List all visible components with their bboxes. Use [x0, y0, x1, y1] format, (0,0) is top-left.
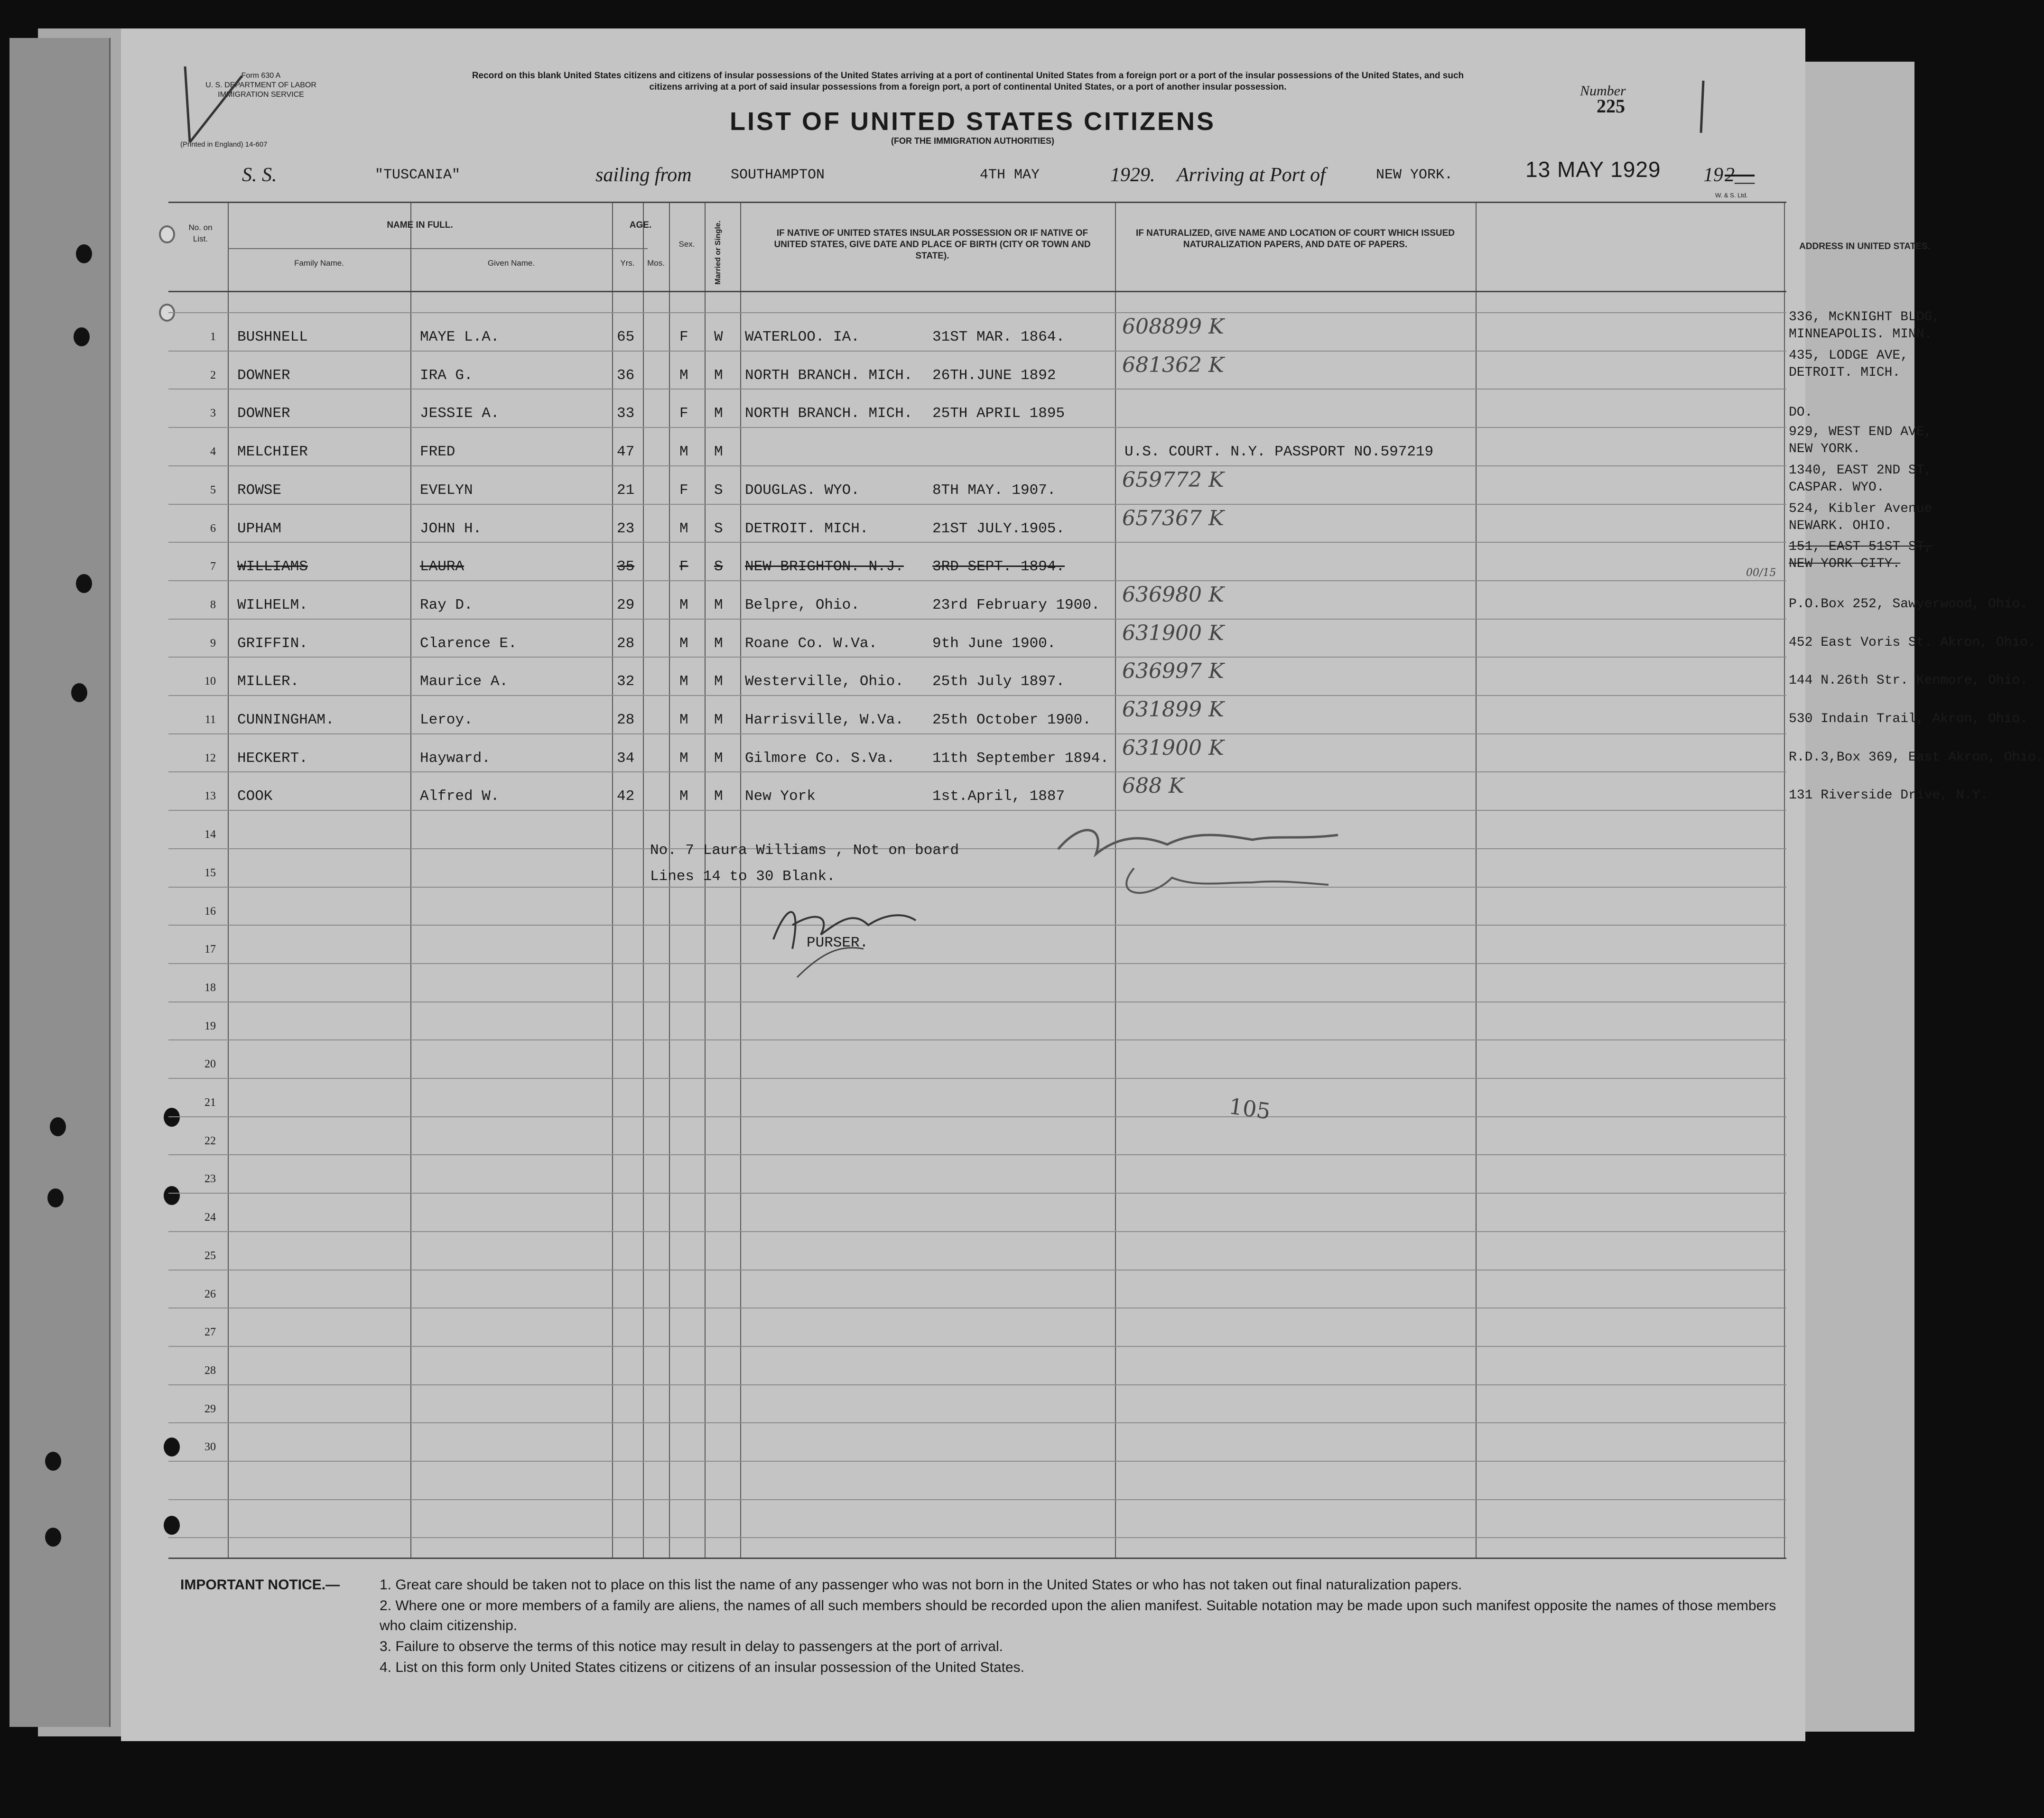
address-line: DO.: [1789, 405, 1813, 420]
address-line: DETROIT. MICH.: [1789, 365, 1901, 380]
given-name: Hayward.: [420, 750, 491, 767]
binding-hole: [76, 574, 92, 593]
birth-place: Roane Co. W.Va.: [745, 635, 878, 652]
row-rule: [168, 1270, 1786, 1271]
header-age: AGE.: [629, 220, 652, 230]
row-rule: [168, 351, 1786, 352]
row-number: 28: [204, 1364, 216, 1377]
header-naturalized: IF NATURALIZED, GIVE NAME AND LOCATION OF COURT WHICH ISSUED NATURALIZATION PAPERS, AND DATE OF PAPERS.: [1135, 228, 1455, 250]
binding-hole: [47, 1188, 64, 1207]
row-number: 20: [204, 1058, 216, 1071]
marital-status: M: [714, 788, 723, 805]
birth-place: Westerville, Ohio.: [745, 673, 904, 690]
sex: M: [679, 520, 688, 537]
sex: F: [679, 558, 688, 575]
address-line: 336, McKNIGHT BLDG,: [1789, 310, 1941, 325]
lines-blank-note: Lines 14 to 30 Blank.: [650, 868, 836, 885]
age-years: 35: [617, 558, 635, 575]
address-line: MINNEAPOLIS. MINN.: [1789, 327, 1933, 342]
row-number: 6: [210, 522, 216, 535]
printer-mark: W. & S. Ltd.: [1715, 192, 1748, 199]
birth-date: 1st.April, 1887: [932, 788, 1065, 805]
marital-status: M: [714, 712, 723, 728]
birth-place: Gilmore Co. S.Va.: [745, 750, 895, 767]
row-rule: [168, 1154, 1786, 1155]
binding-hole: [45, 1528, 61, 1547]
birth-date: 31ST MAR. 1864.: [932, 329, 1065, 345]
address-line: 435, LODGE AVE,: [1789, 348, 1909, 363]
row-rule: [168, 1537, 1786, 1538]
sex: F: [679, 482, 688, 499]
sex: M: [679, 673, 688, 690]
service-name: IMMIGRATION SERVICE: [218, 91, 304, 99]
row-number: 24: [204, 1211, 216, 1224]
row-rule: [168, 1078, 1786, 1079]
given-name: JESSIE A.: [420, 405, 500, 422]
header-name-in-full: NAME IN FULL.: [387, 220, 453, 230]
family-name: COOK: [237, 788, 273, 805]
birth-date: 25th October 1900.: [932, 712, 1091, 728]
row-number: 29: [204, 1402, 216, 1415]
row-rule: [168, 1384, 1786, 1385]
marital-status: M: [714, 596, 723, 613]
header-no-on-list: No. on List.: [188, 223, 213, 243]
arrival-year-prefix: 19: [1703, 164, 1723, 186]
address-line: CASPAR. WYO.: [1789, 480, 1885, 495]
address-line: NEW YORK.: [1789, 442, 1861, 457]
row-number: 19: [204, 1020, 216, 1032]
marital-status: M: [714, 444, 723, 461]
row-number: 10: [204, 675, 216, 688]
marital-status: M: [714, 750, 723, 767]
birth-place: WATERLOO. IA.: [745, 329, 860, 345]
department-name: U. S. DEPARTMENT OF LABOR: [205, 81, 316, 89]
arriving-label: Arriving at Port of: [1177, 164, 1326, 186]
birth-date: 8TH MAY. 1907.: [932, 482, 1056, 499]
given-name: Clarence E.: [420, 635, 517, 652]
header-sex: Sex.: [678, 240, 695, 249]
marital-status: W: [714, 329, 723, 345]
row-rule: [168, 1231, 1786, 1232]
binding-hole: [71, 683, 87, 702]
birth-place: DETROIT. MICH.: [745, 520, 869, 537]
header-given-name: Given Name.: [487, 259, 535, 268]
record-instruction: Record on this blank United States citizens and citizens of insular possessions of the United States arriving at a port of continental United States from a foreign port or a port of the insular possessions of the United States, and such citizens arriving at a port of said insular possessions from a foreign port, a port of continental United States, or a port of another insular possession.: [472, 71, 1464, 92]
birth-date: 9th June 1900.: [932, 635, 1056, 652]
row-rule: [168, 580, 1786, 581]
marital-status: M: [714, 367, 723, 384]
row-rule: [168, 312, 1786, 313]
address-line: 1340, EAST 2ND ST,: [1789, 463, 1933, 478]
age-years: 34: [617, 750, 635, 767]
handwritten-certificate: 631900 K: [1122, 621, 1224, 645]
address-line: 151, EAST 51ST ST,: [1789, 539, 1933, 555]
purser-label: PURSER.: [807, 935, 869, 951]
marital-status: S: [714, 520, 723, 537]
row-number: 8: [210, 598, 216, 611]
birth-place: NEW BRIGHTON. N.J.: [745, 558, 904, 575]
row-rule: [168, 887, 1786, 888]
row-number: 11: [204, 714, 216, 726]
row-number: 16: [204, 905, 216, 918]
address-line: 452 East Voris St. Akron, Ohio.: [1789, 635, 2036, 650]
birth-place: NORTH BRANCH. MICH.: [745, 405, 913, 422]
row-number: 13: [204, 790, 216, 803]
sex: M: [679, 596, 688, 613]
not-on-board-note: No. 7 Laura Williams , Not on board: [650, 842, 959, 859]
form-number: Form 630 A: [241, 72, 281, 80]
printed-in-note: (Printed in England) 14-607: [180, 140, 268, 148]
age-years: 21: [617, 482, 635, 499]
age-years: 47: [617, 444, 635, 461]
age-years: 28: [617, 635, 635, 652]
marital-status: M: [714, 405, 723, 422]
header-years: Yrs.: [620, 259, 635, 268]
notice-item: 2. Where one or more members of a family are aliens, the names of all such members should be recorded upon the alien manifest. Suitable notation may be made upon such manifest opposite the names of those members who claim citizenship.: [380, 1598, 1776, 1633]
purser-signature: [759, 882, 949, 987]
column-rule: [410, 203, 411, 1558]
column-rule: [228, 203, 229, 1558]
family-name: CUNNINGHAM.: [237, 712, 334, 728]
address-line: P.O.Box 252, Sawyerwood, Ohio.: [1789, 596, 2028, 612]
column-rule: [1784, 203, 1785, 1558]
family-name: MELCHIER: [237, 444, 308, 461]
binding-hole: [76, 244, 92, 263]
family-name: MILLER.: [237, 673, 299, 690]
row-rule: [168, 1116, 1786, 1117]
family-name: DOWNER: [237, 367, 290, 384]
given-name: Alfred W.: [420, 788, 500, 805]
age-years: 65: [617, 329, 635, 345]
age-years: 36: [617, 367, 635, 384]
row-rule: [168, 963, 1786, 964]
row-number: 7: [210, 560, 216, 573]
departure-date: 4TH MAY: [980, 167, 1040, 183]
age-years: 28: [617, 712, 635, 728]
column-rule: [643, 203, 644, 1558]
given-name: Leroy.: [420, 712, 473, 728]
birth-place: New York: [745, 788, 816, 805]
family-name: BUSHNELL: [237, 329, 308, 345]
birth-date: 25th July 1897.: [932, 673, 1065, 690]
marital-status: M: [714, 635, 723, 652]
number-pen-mark: [1689, 76, 1718, 142]
header-months: Mos.: [647, 259, 665, 268]
row-number: 1: [210, 331, 216, 343]
birth-place: DOUGLAS. WYO.: [745, 482, 860, 499]
birth-place: NORTH BRANCH. MICH.: [745, 367, 913, 384]
notice-item: 1. Great care should be taken not to place on this list the name of any passenger who was not born in the United States or who has not taken out final naturalization papers.: [380, 1577, 1462, 1593]
ship-name: "TUSCANIA": [375, 167, 461, 183]
list-number-label: Number: [1580, 83, 1626, 99]
age-years: 23: [617, 520, 635, 537]
sex: F: [679, 405, 688, 422]
given-name: MAYE L.A.: [420, 329, 500, 345]
sex: M: [679, 712, 688, 728]
handwritten-certificate: 636997 K: [1122, 659, 1224, 684]
subheader-rule: [228, 248, 648, 249]
row-rule: [168, 1499, 1786, 1500]
row-rule: [168, 1039, 1786, 1040]
age-years: 33: [617, 405, 635, 422]
arrival-year-struck: 2__: [1725, 164, 1755, 186]
row-number: 25: [204, 1249, 216, 1262]
family-name: HECKERT.: [237, 750, 308, 767]
row-number: 27: [204, 1326, 216, 1339]
birth-date: 21ST JULY.1905.: [932, 520, 1065, 537]
header-married-single: Married or Single.: [714, 220, 722, 285]
column-rule: [612, 203, 613, 1558]
row-rule: [168, 1193, 1786, 1194]
marital-status: S: [714, 558, 723, 575]
birth-place: Harrisville, W.Va.: [745, 712, 904, 728]
inspector-signature: [1053, 811, 1385, 906]
row-rule: [168, 504, 1786, 505]
arrival-date-stamp: 13 MAY 1929: [1525, 157, 1661, 182]
handwritten-certificate: 631900 K: [1122, 735, 1224, 760]
sex: M: [679, 367, 688, 384]
sex: F: [679, 329, 688, 345]
row-number: 18: [204, 981, 216, 994]
row-rule: [168, 619, 1786, 620]
given-name: JOHN H.: [420, 520, 482, 537]
row-rule: [168, 925, 1786, 926]
handwritten-certificate: 688 K: [1122, 774, 1184, 798]
header-pen-mark: [171, 57, 266, 161]
row-number: 5: [210, 483, 216, 496]
row-rule: [168, 695, 1786, 696]
family-name: UPHAM: [237, 520, 282, 537]
column-rule: [1476, 203, 1477, 1558]
handwritten-certificate: 636980 K: [1122, 582, 1224, 607]
address-line: 530 Indain Trail, Akron, Ohio.: [1789, 712, 2028, 726]
given-name: Maurice A.: [420, 673, 509, 690]
birth-date: 11th September 1894.: [932, 750, 1109, 767]
row-rule: [168, 1461, 1786, 1462]
sex: M: [679, 788, 688, 805]
row-rule: [168, 848, 1786, 849]
row-rule: [168, 542, 1786, 543]
notice-item: 3. Failure to observe the terms of this notice may result in delay to passengers at the port of arrival.: [380, 1639, 1003, 1654]
birth-date: 23rd February 1900.: [932, 596, 1100, 613]
header-rule: [168, 291, 1786, 292]
address-line: 524, Kibler Avenue: [1789, 501, 1933, 516]
row-number: 15: [204, 866, 216, 879]
row-number: 9: [210, 637, 216, 649]
naturalization-details: U.S. COURT. N.Y. PASSPORT NO.597219: [1124, 444, 1434, 461]
handwritten-certificate: 631899 K: [1122, 697, 1224, 722]
binding-hole: [45, 1452, 61, 1471]
departure-year: 1929.: [1110, 164, 1155, 186]
family-name: DOWNER: [237, 405, 290, 422]
address-line: 929, WEST END AVE,: [1789, 425, 1933, 440]
age-years: 32: [617, 673, 635, 690]
row-number: 23: [204, 1173, 216, 1186]
sex: M: [679, 444, 688, 461]
row-number: 30: [204, 1441, 216, 1454]
address-line: NEWARK. OHIO.: [1789, 518, 1893, 533]
header-family-name: Family Name.: [294, 259, 344, 268]
handwritten-certificate: 657367 K: [1122, 506, 1224, 530]
row-number: 21: [204, 1096, 216, 1109]
birth-place: Belpre, Ohio.: [745, 596, 860, 613]
page-title: LIST OF UNITED STATES CITIZENS: [730, 107, 1216, 136]
row-rule: [168, 389, 1786, 390]
given-name: Ray D.: [420, 596, 473, 613]
handwritten-certificate: 659772 K: [1122, 467, 1224, 492]
given-name: FRED: [420, 444, 455, 461]
family-name: WILLIAMS: [237, 558, 308, 575]
notice-heading: IMPORTANT NOTICE.—: [180, 1577, 340, 1593]
sex: M: [679, 635, 688, 652]
birth-date: 3RD SEPT. 1894.: [932, 558, 1065, 575]
row-rule: [168, 427, 1786, 428]
row-rule: [168, 733, 1786, 734]
row-number: 26: [204, 1288, 216, 1300]
address-line: R.D.3,Box 369, East Akron, Ohio.: [1789, 750, 2044, 765]
address-line: NEW YORK CITY.: [1789, 557, 1901, 572]
given-name: EVELYN: [420, 482, 473, 499]
page-subtitle: (FOR THE IMMIGRATION AUTHORITIES): [891, 136, 1054, 146]
notice-item: 4. List on this form only United States citizens or citizens of an insular possession of the United States.: [380, 1660, 1025, 1675]
row-number: 17: [204, 943, 216, 956]
departure-port: SOUTHAMPTON: [731, 167, 825, 183]
row-number: 4: [210, 445, 216, 458]
given-name: IRA G.: [420, 367, 473, 384]
binding-hole: [50, 1117, 66, 1136]
page-number-stamp: 105: [1227, 1093, 1273, 1124]
age-years: 29: [617, 596, 635, 613]
family-name: WILHELM.: [237, 596, 308, 613]
marital-status: M: [714, 673, 723, 690]
address-line: 131 Riverside Drive, N.Y.: [1789, 788, 1988, 803]
margin-note: 00/15: [1746, 567, 1776, 579]
list-number-value: 225: [1597, 95, 1625, 117]
row-rule: [168, 771, 1786, 772]
birth-date: 25TH APRIL 1895: [932, 405, 1065, 422]
birth-date: 26TH.JUNE 1892: [932, 367, 1056, 384]
age-years: 42: [617, 788, 635, 805]
header-address: ADDRESS IN UNITED STATES.: [1799, 241, 1930, 251]
address-line: 144 N.26th Str. Kenmore, Ohio.: [1789, 673, 2028, 688]
sex: M: [679, 750, 688, 767]
row-rule: [168, 465, 1786, 466]
arrival-port: NEW YORK.: [1376, 167, 1453, 183]
row-number: 3: [210, 407, 216, 420]
header-birth: IF NATIVE OF UNITED STATES INSULAR POSSESSION OR IF NATIVE OF UNITED STATES, GIVE DATE AND PLACE OF BIRTH (CITY OR TOWN AND STATE).: [774, 228, 1091, 261]
row-rule: [168, 1422, 1786, 1423]
handwritten-certificate: 681362 K: [1122, 352, 1224, 377]
given-name: LAURA: [420, 558, 465, 575]
family-name: GRIFFIN.: [237, 635, 308, 652]
marital-status: S: [714, 482, 723, 499]
row-rule: [168, 1346, 1786, 1347]
manifest-table: [168, 202, 2044, 1559]
sailing-from-label: sailing from: [595, 164, 692, 186]
family-name: ROWSE: [237, 482, 282, 499]
binding-hole: [74, 327, 90, 346]
row-number: 14: [204, 828, 216, 841]
row-number: 2: [210, 369, 216, 381]
row-rule: [168, 657, 1786, 658]
ss-label: S. S.: [242, 164, 277, 186]
row-rule: [168, 810, 1786, 811]
row-number: 12: [204, 751, 216, 764]
row-number: 22: [204, 1134, 216, 1147]
binding-edge: [9, 38, 111, 1727]
handwritten-certificate: 608899 K: [1122, 315, 1224, 339]
